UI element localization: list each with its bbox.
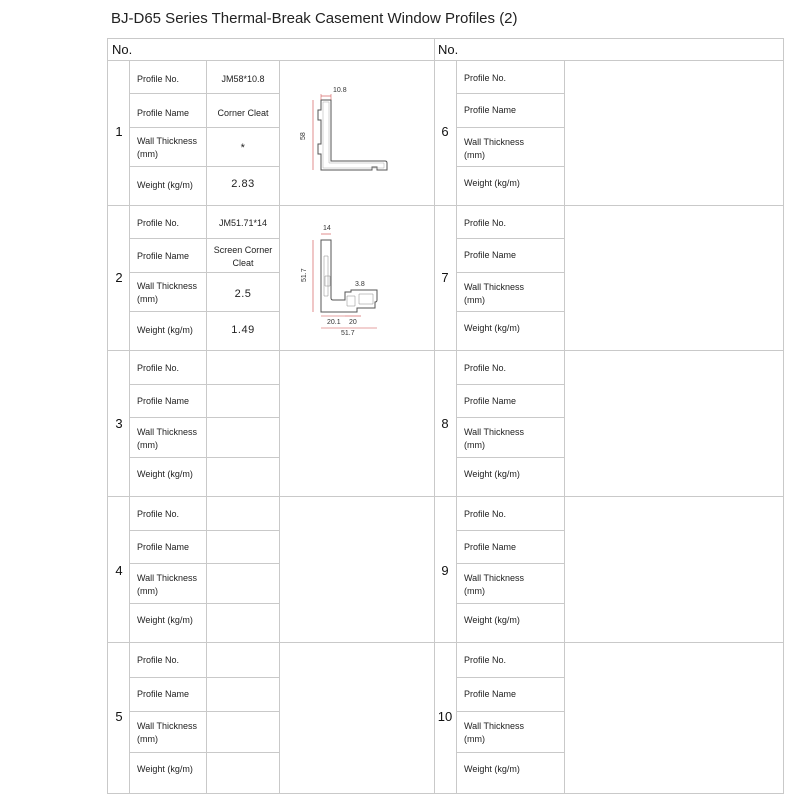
- label-wall-thickness: Wall Thickness (mm): [137, 721, 198, 744]
- row-number-1: 1: [115, 124, 123, 139]
- label-profile-name: Profile Name: [464, 105, 517, 115]
- label-profile-no: Profile No.: [464, 73, 507, 83]
- row-number-4: 4: [115, 563, 123, 578]
- label-weight: Weight (kg/m): [464, 764, 520, 774]
- label-wall-thickness: Wall Thickness (mm): [464, 721, 525, 744]
- label-profile-name: Profile Name: [464, 542, 517, 552]
- dim-inner: 3.8: [355, 281, 365, 288]
- label-weight: Weight (kg/m): [137, 469, 193, 479]
- profile-name-value: Corner Cleat: [217, 108, 269, 118]
- profiles-table: [107, 38, 784, 793]
- label-weight: Weight (kg/m): [464, 178, 520, 188]
- row-number-2: 2: [115, 270, 123, 285]
- no-header-left: No.: [112, 42, 133, 57]
- row-number-6: 6: [441, 124, 449, 139]
- label-profile-name: Profile Name: [137, 542, 190, 552]
- row-number-9: 9: [441, 563, 449, 578]
- page-title: BJ-D65 Series Thermal-Break Casement Window Profiles (2): [111, 10, 518, 27]
- label-profile-no: Profile No.: [137, 363, 180, 373]
- dim-bottom-total: 51.7: [341, 330, 355, 336]
- label-wall-thickness: Wall Thickness (mm): [464, 573, 525, 596]
- weight-value: 1.49: [231, 324, 255, 336]
- no-header-right: No.: [438, 42, 459, 57]
- label-profile-no: Profile No.: [137, 509, 180, 519]
- profile-no-value: JM51.71*14: [218, 218, 268, 228]
- row-number-3: 3: [115, 416, 123, 431]
- label-wall-thickness: Wall Thickness (mm): [464, 282, 525, 305]
- label-profile-name: Profile Name: [137, 108, 190, 118]
- dim-bottom-b: 20: [349, 319, 357, 326]
- label-wall-thickness: Wall Thickness (mm): [137, 281, 198, 304]
- dim-height: 51.7: [301, 268, 308, 282]
- row-number-7: 7: [441, 270, 449, 285]
- label-profile-name: Profile Name: [137, 251, 190, 261]
- label-wall-thickness: Wall Thickness (mm): [137, 427, 198, 450]
- wall-thickness-value: *: [240, 142, 246, 154]
- label-weight: Weight (kg/m): [137, 325, 193, 335]
- weight-value: 2.83: [231, 178, 255, 190]
- label-profile-name: Profile Name: [137, 689, 190, 699]
- label-profile-no: Profile No.: [464, 363, 507, 373]
- label-profile-no: Profile No.: [137, 655, 180, 665]
- label-profile-name: Profile Name: [464, 250, 517, 260]
- label-wall-thickness: Wall Thickness (mm): [464, 137, 525, 160]
- label-weight: Weight (kg/m): [464, 323, 520, 333]
- label-weight: Weight (kg/m): [464, 615, 520, 625]
- label-profile-no: Profile No.: [464, 655, 507, 665]
- row-number-8: 8: [441, 416, 449, 431]
- label-wall-thickness: Wall Thickness (mm): [464, 427, 525, 450]
- label-wall-thickness: Wall Thickness (mm): [137, 136, 198, 159]
- profile-no-value: JM58*10.8: [221, 74, 265, 84]
- row-number-5: 5: [115, 709, 123, 724]
- label-profile-no: Profile No.: [137, 218, 180, 228]
- label-profile-name: Profile Name: [137, 396, 190, 406]
- label-wall-thickness: Wall Thickness (mm): [137, 573, 198, 596]
- dim-bottom-a: 20.1: [327, 319, 341, 326]
- screen-corner-cleat-drawing: [297, 216, 407, 336]
- label-profile-name: Profile Name: [464, 396, 517, 406]
- label-weight: Weight (kg/m): [137, 180, 193, 190]
- label-profile-no: Profile No.: [137, 74, 180, 84]
- label-profile-no: Profile No.: [464, 218, 507, 228]
- row-number-10: 10: [437, 709, 453, 724]
- label-weight: Weight (kg/m): [137, 764, 193, 774]
- label-profile-no: Profile No.: [464, 509, 507, 519]
- label-weight: Weight (kg/m): [464, 469, 520, 479]
- wall-thickness-value: 2.5: [234, 288, 252, 300]
- label-weight: Weight (kg/m): [137, 615, 193, 625]
- dim-top: 14: [323, 225, 331, 232]
- dim-height: 58: [300, 132, 307, 140]
- dim-width: 10.8: [333, 87, 347, 94]
- profile-name-value: Screen Corner Cleat: [213, 245, 273, 268]
- label-profile-name: Profile Name: [464, 689, 517, 699]
- corner-cleat-drawing: [297, 78, 407, 188]
